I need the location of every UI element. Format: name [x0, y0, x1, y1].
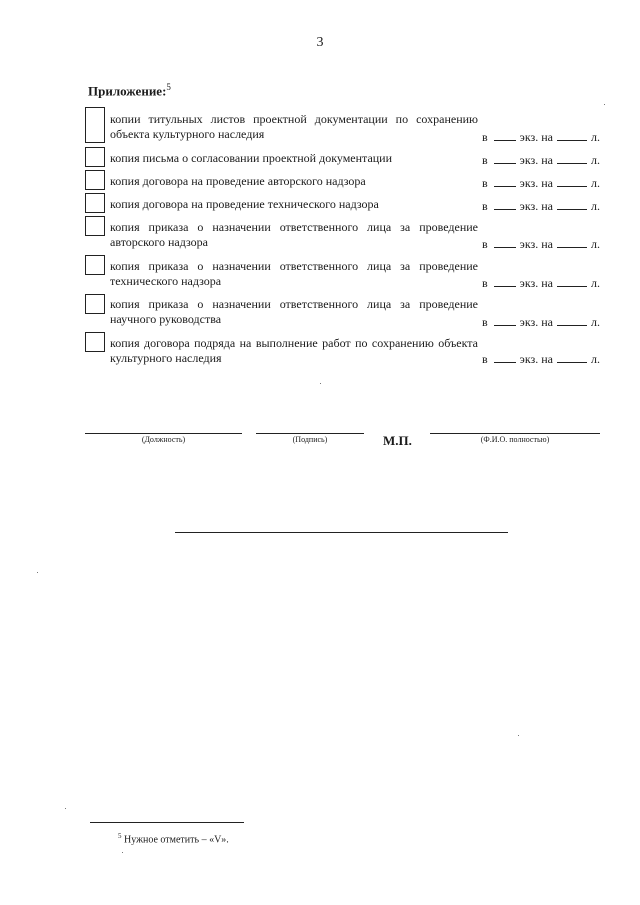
- signature-caption: (Подпись): [292, 435, 328, 444]
- appendix-item-quantity: [482, 314, 607, 330]
- qty-mid: экз. на: [519, 130, 553, 144]
- scan-speck: [65, 808, 66, 809]
- appendix-item-checkbox[interactable]: [85, 255, 105, 275]
- qty-mid: экз. на: [519, 176, 553, 190]
- copies-blank[interactable]: [494, 351, 516, 363]
- qty-suffix: л.: [590, 153, 600, 167]
- scan-speck: [37, 572, 38, 573]
- sheets-blank[interactable]: [557, 129, 587, 141]
- copies-blank[interactable]: [494, 152, 516, 164]
- stamp-label: М.П.: [383, 433, 412, 448]
- sheets-blank[interactable]: [557, 175, 587, 187]
- qty-suffix: л.: [590, 176, 600, 190]
- scan-speck: [604, 104, 605, 105]
- copies-blank[interactable]: [494, 198, 516, 210]
- appendix-item-checkbox[interactable]: [85, 170, 105, 190]
- appendix-item-checkbox[interactable]: [85, 107, 105, 143]
- appendix-item-checkbox[interactable]: [85, 193, 105, 213]
- qty-suffix: л.: [590, 352, 600, 366]
- sheets-blank[interactable]: [557, 198, 587, 210]
- appendix-item-text: копия договора на проведение авторского надзора: [110, 174, 366, 188]
- copies-blank[interactable]: [494, 129, 516, 141]
- position-line[interactable]: [85, 433, 242, 434]
- footnote-text: Нужное отметить – «V».: [124, 834, 229, 846]
- appendix-item-checkbox[interactable]: [85, 147, 105, 167]
- position-caption: (Должность): [141, 435, 186, 444]
- qty-prefix: в: [482, 130, 488, 144]
- appendix-item-checkbox[interactable]: [85, 332, 105, 352]
- footnote-separator: [90, 822, 244, 823]
- appendix-item-text: копии титульных листов проектной документации по сохранению объекта культурного наследия: [110, 112, 478, 141]
- qty-prefix: в: [482, 176, 488, 190]
- footnote-ref: 5: [166, 82, 171, 92]
- qty-mid: экз. на: [519, 352, 553, 366]
- appendix-item-quantity: [482, 175, 607, 191]
- qty-mid: экз. на: [519, 315, 553, 329]
- scan-speck: [518, 735, 519, 736]
- sheets-blank[interactable]: [557, 314, 587, 326]
- appendix-item-text: копия договора подряда на выполнение работ по сохранению объекта культурного наследия: [110, 336, 478, 365]
- qty-prefix: в: [482, 199, 488, 213]
- appendix-item-text: копия приказа о назначении ответственного лица за проведение научного руководства: [110, 297, 478, 326]
- sheets-blank[interactable]: [557, 236, 587, 248]
- full-name-caption: (Ф.И.О. полностью): [480, 435, 550, 444]
- appendix-item-checkbox[interactable]: [85, 294, 105, 314]
- footnote-marker: 5: [118, 832, 122, 840]
- qty-prefix: в: [482, 153, 488, 167]
- qty-suffix: л.: [590, 315, 600, 329]
- copies-blank[interactable]: [494, 314, 516, 326]
- copies-blank[interactable]: [494, 275, 516, 287]
- qty-mid: экз. на: [519, 199, 553, 213]
- appendix-item-text: копия приказа о назначении ответственного лица за проведение технического надзора: [110, 259, 478, 288]
- qty-mid: экз. на: [519, 276, 553, 290]
- signature-line[interactable]: [256, 433, 364, 434]
- appendix-item-quantity: [482, 351, 607, 367]
- qty-prefix: в: [482, 352, 488, 366]
- sheets-blank[interactable]: [557, 152, 587, 164]
- appendix-item-text: копия письма о согласовании проектной документации: [110, 151, 393, 165]
- full-name-line[interactable]: [430, 433, 600, 434]
- qty-suffix: л.: [590, 237, 600, 251]
- sheets-blank[interactable]: [557, 351, 587, 363]
- qty-prefix: в: [482, 237, 488, 251]
- footnote: [118, 832, 229, 845]
- qty-suffix: л.: [590, 130, 600, 144]
- copies-blank[interactable]: [494, 236, 516, 248]
- appendix-item-text: копия договора на проведение технического надзора: [110, 197, 379, 211]
- appendix-item-quantity: [482, 129, 607, 145]
- appendix-heading: [88, 82, 171, 99]
- scan-speck: [122, 852, 123, 853]
- appendix-item-quantity: [482, 236, 607, 252]
- scan-speck: [320, 383, 321, 384]
- qty-mid: экз. на: [519, 153, 553, 167]
- appendix-item-quantity: [482, 275, 607, 291]
- qty-mid: экз. на: [519, 237, 553, 251]
- qty-suffix: л.: [590, 199, 600, 213]
- copies-blank[interactable]: [494, 175, 516, 187]
- qty-prefix: в: [482, 276, 488, 290]
- appendix-item-quantity: [482, 198, 607, 214]
- appendix-item-checkbox[interactable]: [85, 216, 105, 236]
- appendix-heading-label: Приложение:: [88, 83, 167, 99]
- appendix-item-text: копия приказа о назначении ответственного лица за проведение авторского надзора: [110, 220, 478, 249]
- sheets-blank[interactable]: [557, 275, 587, 287]
- page-number: 3: [316, 35, 324, 50]
- qty-suffix: л.: [590, 276, 600, 290]
- appendix-item-quantity: [482, 152, 607, 168]
- qty-prefix: в: [482, 315, 488, 329]
- closing-separator: [175, 532, 508, 533]
